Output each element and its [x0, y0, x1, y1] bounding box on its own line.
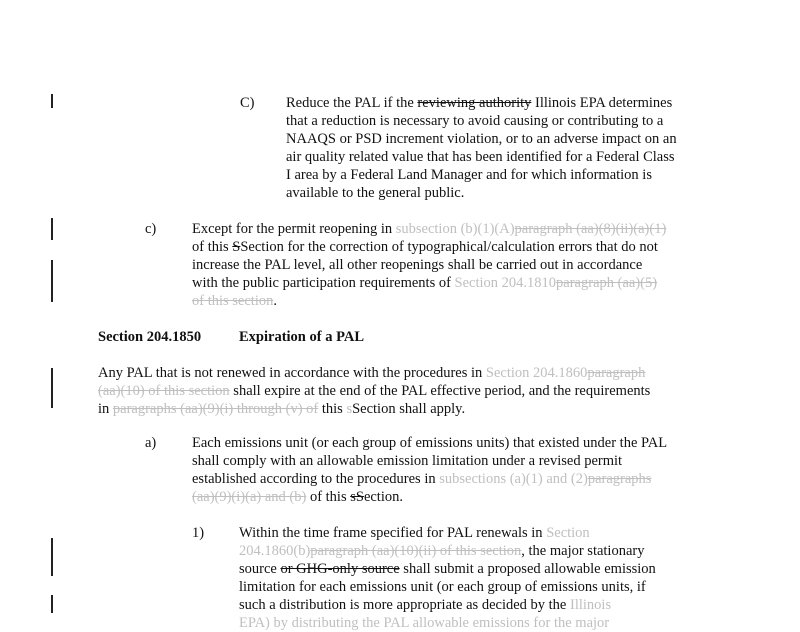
item-c-upper-label: C) — [240, 95, 255, 111]
section-number: Section 204.1850 — [98, 329, 202, 345]
text-line — [239, 524, 656, 542]
inserted-text: EPA) by distributing the PAL allowable emissions for the major — [239, 615, 610, 631]
text-run: limitation for each emissions unit (or each group of emissions units, if — [239, 579, 646, 595]
text-run: shall comply with an allowable emission limitation under a revised permit — [192, 453, 623, 469]
text-line — [286, 112, 677, 130]
text-line — [239, 560, 656, 578]
text-run: with the public participation requirements of — [192, 275, 455, 291]
inserted-text: paragraphs — [587, 471, 652, 487]
text-run: ection. — [363, 489, 403, 505]
inserted-text: subsection (b)(1)(A) — [395, 221, 515, 237]
inserted-text: paragraph (aa)(5) — [556, 275, 658, 291]
text-line — [192, 274, 666, 292]
text-run: shall submit a proposed allowable emission — [399, 561, 656, 577]
section-title: Expiration of a PAL — [239, 329, 364, 345]
deleted-text: S — [232, 239, 241, 255]
text-line — [192, 470, 667, 488]
text-line — [98, 364, 650, 382]
revision-bar — [51, 538, 53, 576]
inserted-text: Section 204.1860 — [485, 365, 588, 381]
inserted-text: of this section — [192, 293, 274, 309]
inserted-text: 204.1860(b) — [239, 543, 311, 559]
deleted-text: or GHG-only source — [280, 561, 400, 577]
text-line — [98, 382, 650, 400]
inserted-text: Section 204.1810 — [454, 275, 557, 291]
text-line — [98, 400, 650, 418]
inserted-text: subsections (a)(1) and (2) — [439, 471, 588, 487]
deleted-text: sS — [350, 489, 364, 505]
text-line — [286, 184, 677, 202]
text-line — [239, 596, 656, 614]
inserted-text: paragraph (aa)(8)(ii)(a)(1) — [514, 221, 667, 237]
text-run: Each emissions unit (or each group of emissions units) that existed under the PAL — [192, 435, 668, 451]
item-a-label: a) — [145, 435, 157, 451]
item-c-lower-label: c) — [145, 221, 157, 237]
text-line — [192, 292, 666, 310]
inserted-text: s — [346, 401, 353, 417]
item-1-text — [239, 524, 656, 632]
inserted-text: (aa)(10) of this section — [98, 383, 230, 399]
inserted-text: paragraph — [587, 365, 646, 381]
text-run: , the major stationary — [521, 543, 645, 559]
text-line — [192, 238, 666, 256]
text-run: of this — [192, 239, 233, 255]
section-intro-text — [98, 364, 650, 418]
item-c-lower-text — [192, 220, 666, 310]
item-c-upper-text — [286, 94, 677, 202]
text-line — [286, 166, 677, 184]
item-a-text — [192, 434, 667, 506]
item-1-label: 1) — [192, 525, 205, 541]
deleted-text: reviewing authority — [417, 95, 532, 111]
revision-bar — [51, 260, 53, 302]
text-line — [239, 578, 656, 596]
text-run: Illinois EPA determines — [531, 95, 673, 111]
revision-bar — [51, 218, 53, 240]
inserted-text: paragraphs (aa)(9)(i) through (v) of — [112, 401, 319, 417]
revision-bar — [51, 368, 53, 408]
text-run: Section for the correction of typographical/calculation errors that do not — [240, 239, 658, 255]
text-run: available to the general public. — [286, 185, 465, 201]
text-run: Any PAL that is not renewed in accordance with the procedures in — [98, 365, 486, 381]
text-line — [286, 130, 677, 148]
text-run: increase the PAL level, all other reopenings shall be carried out in accordance — [192, 257, 643, 273]
text-line — [286, 94, 677, 112]
text-line — [192, 256, 666, 274]
text-run: Section shall apply. — [352, 401, 466, 417]
text-line — [192, 434, 667, 452]
text-line — [239, 542, 656, 560]
text-line — [286, 148, 677, 166]
text-run: this — [318, 401, 347, 417]
text-run: source — [239, 561, 281, 577]
text-line — [192, 488, 667, 506]
inserted-text: Illinois — [570, 597, 612, 613]
text-run: air quality related value that has been identified for a Federal Class — [286, 149, 675, 165]
text-run: established according to the procedures in — [192, 471, 440, 487]
text-run: shall expire at the end of the PAL effective period, and the requirements — [229, 383, 651, 399]
text-run: Reduce the PAL if the — [286, 95, 418, 111]
text-line — [192, 452, 667, 470]
text-run: Within the time frame specified for PAL renewals in — [239, 525, 547, 541]
text-run: I area by a Federal Land Manager and for which information is — [286, 167, 652, 183]
text-run: Except for the permit reopening in — [192, 221, 396, 237]
inserted-text: (aa)(9)(i)(a) and (b) — [192, 489, 307, 505]
revision-bar — [51, 595, 53, 613]
revision-bar — [51, 94, 53, 108]
text-run: such a distribution is more appropriate as decided by the — [239, 597, 570, 613]
text-run: NAAQS or PSD increment violation, or to an adverse impact on an — [286, 131, 677, 147]
text-run: in — [98, 401, 113, 417]
text-run: . — [273, 293, 277, 309]
inserted-text: Section — [546, 525, 590, 541]
text-line — [239, 614, 656, 632]
text-run: that a reduction is necessary to avoid causing or contributing to a — [286, 113, 664, 129]
inserted-text: paragraph (aa)(10)(ii) of this section — [310, 543, 522, 559]
text-line — [192, 220, 666, 238]
text-run: of this — [306, 489, 351, 505]
